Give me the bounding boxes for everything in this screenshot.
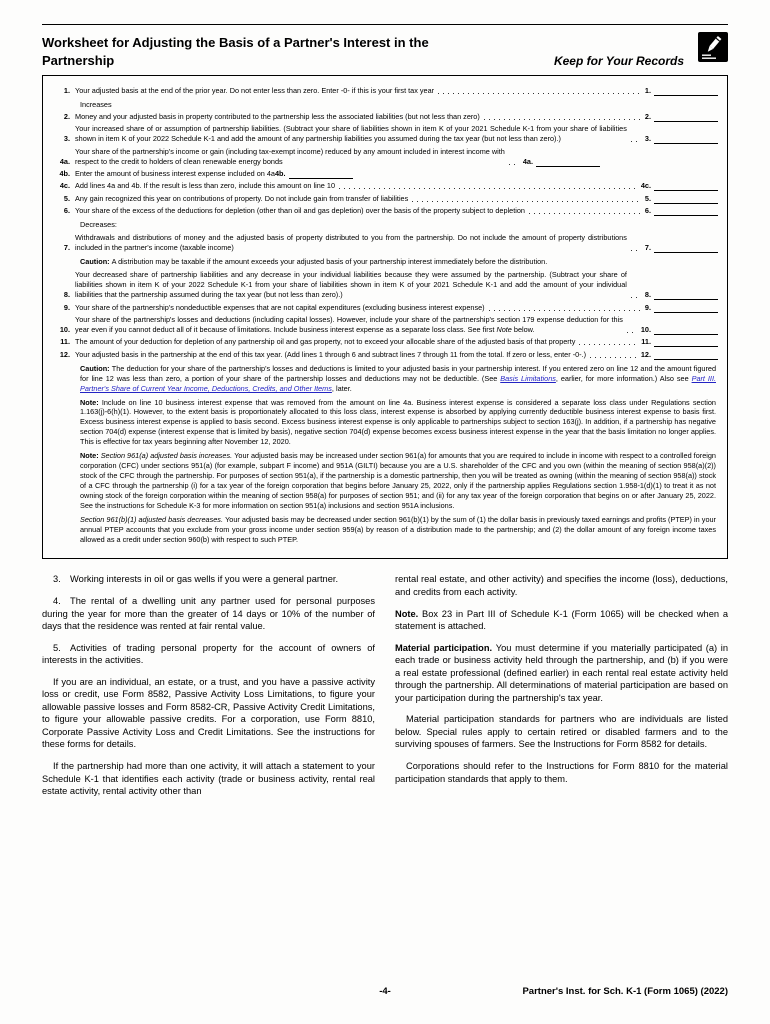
- text-segment: , later.: [331, 383, 352, 393]
- line-text: [75, 350, 586, 360]
- worksheet-note: [80, 257, 716, 267]
- text-segment: Note:: [80, 397, 102, 407]
- inline-link[interactable]: Basis Limitations: [500, 373, 556, 383]
- top-rule: [42, 24, 728, 25]
- line-text: [75, 147, 505, 167]
- text-segment: A distribution may be taxable if the amount exceeds your adjusted basis of your partnership interest immediately before the distribution.: [111, 256, 548, 266]
- dot-leader: [627, 332, 637, 333]
- text-segment: Your adjusted basis in the partnership at the end of this tax year. (Add lines 1 through 6 and subtract lines 7 through 11 from the total. If zero or less, enter -0-.): [75, 349, 587, 359]
- entry-label: 8.: [644, 290, 651, 300]
- text-segment: Material participation.: [395, 642, 496, 653]
- line-text: [75, 194, 408, 204]
- text-segment: Your increased share of or assumption of partnership liabilities. (Subtract your share of liabilities shown in item K of your 2021 Schedule K-1 from your share of liabilities shown in item K of your 2022 Schedule K-1 and add the amount of any partnership liabilities you assumed during the tax year (but not less than zero).): [75, 124, 627, 144]
- inline-link[interactable]: Part III. Partner's Share of Current Year Income, Deductions, Credits, and Other Items: [80, 373, 716, 393]
- text-segment: You must determine if you materially participated (a) in each trade or business activity held through the partnership, and (b) if you were a real estate professional (defined earlier) in each rental real estate activity held through the partnership. All determinations of material participation are based on your participation during the partnership's tax year.: [395, 642, 729, 703]
- worksheet-note: [80, 515, 716, 545]
- amount-field-11[interactable]: [654, 339, 718, 347]
- amount-field-9[interactable]: [654, 305, 718, 313]
- worksheet-line-9: [52, 303, 718, 313]
- paragraph: [395, 608, 728, 633]
- paragraph: [395, 642, 728, 705]
- text-segment: Box 23 in Part III of Schedule K-1 (Form 1065) will be checked when a statement is attached.: [395, 608, 728, 632]
- amount-field-6[interactable]: [654, 208, 718, 216]
- text-segment: Note:: [80, 451, 101, 461]
- dot-leader: [631, 250, 641, 251]
- text-segment: Your adjusted basis at the end of the prior year. Do not enter less than zero. Enter -0- if this is your first tax year: [75, 85, 435, 95]
- line-number: 4b.: [59, 169, 70, 179]
- line-text: [75, 303, 485, 313]
- paragraph: [42, 760, 375, 798]
- worksheet-line-5: [52, 194, 718, 204]
- worksheet-line-4b: [52, 169, 718, 179]
- line-number: 5.: [63, 193, 70, 203]
- document-title-footer: Partner's Inst. for Sch. K-1 (Form 1065) (2022): [522, 986, 728, 997]
- text-segment: rental real estate, and other activity) and specifies the income (loss), deductions, and credits from each activity.: [395, 574, 728, 598]
- text-segment: Material participation standards for partners who are individuals are listed below. Special rules apply to certain retired or disabled farmers and to the surviving spouses of farmers. See the Instructions for Form 8582 for details.: [395, 714, 728, 750]
- page-footer: [42, 986, 728, 1000]
- text-segment: The amount of your deduction for depletion of any partnership oil and gas property, not to exceed your allocable share of the adjusted basis of that property: [75, 337, 576, 347]
- entry-10: [641, 325, 718, 335]
- line-text: [75, 270, 627, 300]
- line-number: 1.: [63, 85, 70, 95]
- worksheet-line-8: [52, 270, 718, 300]
- dot-leader: [631, 141, 641, 142]
- text-segment: below.: [511, 325, 535, 335]
- worksheet-subheading: Decreases:: [80, 220, 117, 230]
- amount-field-10[interactable]: [654, 327, 718, 335]
- line-text: [75, 181, 335, 191]
- entry-8: [645, 290, 718, 300]
- paragraph: [42, 642, 375, 667]
- dot-leader: [631, 297, 641, 298]
- line-number: 8.: [63, 290, 70, 300]
- line-text: [75, 124, 627, 144]
- dot-leader: [339, 188, 637, 189]
- entry-6: [645, 206, 718, 216]
- line-number: 7.: [63, 242, 70, 252]
- entry-label: 12.: [640, 349, 651, 359]
- dot-leader: [484, 119, 641, 120]
- worksheet-note: [80, 451, 716, 511]
- text-segment: 3. Working interests in oil or gas wells if you were a general partner.: [53, 574, 339, 585]
- amount-field-8[interactable]: [654, 292, 718, 300]
- text-segment: Your share of the partnership's income or gain (including tax-exempt income) reduced by any amount included in interest income with respect to the credit to holders of clean renewable energy bonds: [75, 146, 505, 166]
- worksheet-line-1: [52, 86, 718, 96]
- entry-label: 11.: [641, 337, 651, 347]
- entry-12: [641, 350, 718, 360]
- paragraph: [42, 573, 375, 586]
- worksheet-rows: [52, 86, 718, 545]
- entry-label: 4b.: [274, 169, 286, 179]
- entry-7: [645, 243, 718, 253]
- worksheet-line-10: [52, 315, 718, 335]
- worksheet-title: Worksheet for Adjusting the Basis of a Partner's Interest in the Partnership: [42, 35, 429, 68]
- paragraph: [395, 573, 728, 598]
- line-number: 12.: [59, 349, 70, 359]
- dot-leader: [438, 93, 641, 94]
- line-number: 11.: [60, 337, 70, 347]
- text-segment: Any gain recognized this year on contributions of property. Do not include gain from transfer of liabilities: [75, 193, 409, 203]
- entry-label: 9.: [644, 302, 651, 312]
- entry-11: [641, 337, 718, 347]
- text-segment: If the partnership had more than one activity, it will attach a statement to your Schedule K-1 that identifies each activity (trade or business activity, rental real estate activity, rental activity other than: [42, 761, 375, 797]
- text-segment: Caution:: [80, 363, 112, 373]
- line-number: 4a.: [59, 156, 70, 166]
- body-col-left: [42, 573, 375, 806]
- dot-leader: [590, 357, 637, 358]
- dot-leader: [412, 201, 641, 202]
- worksheet-line-4c: [52, 181, 718, 191]
- worksheet-note: [80, 398, 716, 448]
- entry-1: [645, 86, 718, 96]
- instructions-text: [42, 573, 728, 806]
- line-number: 3.: [63, 134, 70, 144]
- line-text: [75, 233, 627, 253]
- text-segment: Your share of the excess of the deductions for depletion (other than oil and gas depletion) over the basis of the property subject to depletion: [75, 206, 525, 216]
- paragraph: [42, 595, 375, 633]
- entry-label: 1.: [644, 85, 651, 95]
- text-segment: If you are an individual, an estate, or a trust, and you have a passive activity loss or credit, use Form 8582, Passive Activity Loss Limitations, to figure your allowable passive losses and Form 8582-CR, Passive Activity Credit Limitations, to figure your allowable passive credits. For a corporation, use Form 8810, Corporate Passive Activity Loss and Credit Limitations. See the instructions for these forms for details.: [42, 676, 375, 750]
- line-number: 6.: [63, 206, 70, 216]
- basis-adjustment-worksheet: [42, 75, 728, 559]
- entry-9: [645, 303, 718, 313]
- line-text: [75, 337, 575, 347]
- entry-5: [645, 194, 718, 204]
- worksheet-line-12: [52, 350, 718, 360]
- text-segment: Note: [496, 325, 512, 335]
- text-segment: Section 961(a) adjusted basis increases.: [100, 451, 235, 461]
- line-number: 9.: [63, 302, 70, 312]
- amount-field-4b[interactable]: [289, 171, 353, 179]
- worksheet-note: [80, 364, 716, 394]
- amount-field-5[interactable]: [654, 196, 718, 204]
- worksheet-header: [42, 34, 728, 69]
- worksheet-subheading: Increases: [80, 99, 112, 109]
- text-segment: Your share of the partnership's losses and deductions (including capital losses). However, include your share of the partnership's section 179 expense deduction for this year even if you cannot deduct all of it because of limitations. Include business interest expense as a separate loss class. See first: [75, 315, 623, 335]
- entry-2: [645, 112, 718, 122]
- amount-field-1[interactable]: [654, 88, 718, 96]
- entry-label: 4a.: [522, 156, 533, 166]
- worksheet-line-11: [52, 337, 718, 347]
- amount-field-3[interactable]: [654, 136, 718, 144]
- entry-label: 6.: [644, 206, 651, 216]
- text-segment: 5. Activities of trading personal property for the account of owners of interests in the activities.: [42, 642, 375, 666]
- line-text: [75, 169, 275, 179]
- entry-label: 7.: [644, 242, 651, 252]
- amount-field-7[interactable]: [654, 245, 718, 253]
- page-number: -4-: [379, 986, 391, 997]
- worksheet-line-2: [52, 112, 718, 122]
- text-segment: Your adjusted basis may be increased under section 961(a) for amounts that you are required to include in income with respect to a controlled foreign corporation (CFC) under sections 951(a) (for example, subpart F income) and 951A (GILTI) because you are a U.S. shareholder of the CFC and you own (within the meaning of section 958(a)(2)) stock of the CFC through the partnership. For purposes of section 951(a), if the partnership is a domestic partnership, then you will be treated as owning (within the meaning of section 958(a)) stock of a CFC through the partnership (i) for a tax year of the foreign corporation that begins before January 25, 2022, only if the partnership applies Regulations section 1.958-1(d)(1) to treat it as not owning stock of the foreign corporation within the meaning of section 958(a) for purposes of section 951; and (ii) for any tax year of the foreign corporation that begins on or after January 25, 2022. See the instructions for Schedule K-3 for more information on section 951(a) inclusions and section 951A inclusions.: [80, 451, 716, 510]
- entry-4a: [523, 157, 600, 167]
- entry-label: 2.: [644, 111, 651, 121]
- dot-leader: [529, 213, 641, 214]
- text-segment: Add lines 4a and 4b. If the result is less than zero, include this amount on line 10: [75, 181, 336, 191]
- text-segment: Include on line 10 business interest expense that was removed from the amount on line 4a. Business interest expense is considered a separate loss class under Regulations section 1.163(j)-6(h)(1). However, to the extent basis is proportionately allocated to this loss class, interest expense is absorbed by applying currently deductible business interest expense to basis first. Excess business interest expense is applied to basis second. Excess business interest expense is only applicable to partnerships subject to section 163(j). In addition, if a partnership has negative section 704(d) expense (interest expense that is limited by basis), negative section 704(d) expense becomes excess business interest expense in the year that the basis limitation no longer applies. This is effective for tax years beginning after November 12, 2020.: [80, 397, 716, 447]
- text-segment: Your adjusted basis may be decreased under section 961(b)(1) by the sum of (1) the dollar basis in previously taxed earnings and profits (PTEP) in your annual PTEP accounts that you exclude from your gross income under section 959(a) by reason of a distribution made to the partnership; and (2) the dollar amount of any foreign income taxes allowed as a credit under section 960(b) with respect to such PTEP.: [80, 514, 716, 544]
- entry-3: [645, 134, 718, 144]
- paragraph: [395, 713, 728, 751]
- line-number: 10.: [59, 325, 70, 335]
- text-segment: Corporations should refer to the Instructions for Form 8810 for the material participation standards that apply to them.: [395, 761, 728, 784]
- entry-label: 3.: [644, 134, 651, 144]
- text-segment: Your share of the partnership's nondeductible expenses that are not capital expenditures (excluding business interest expense): [75, 302, 485, 312]
- text-segment: Note.: [395, 608, 423, 619]
- text-segment: , earlier, for more information.) Also see: [555, 373, 692, 383]
- entry-label: 5.: [644, 193, 651, 203]
- paragraph: [42, 676, 375, 751]
- dot-leader: [579, 344, 637, 345]
- line-text: [75, 206, 525, 216]
- pencil-icon: [698, 32, 728, 67]
- entry-label: 10.: [640, 325, 651, 335]
- line-number: 4c.: [59, 181, 70, 191]
- text-segment: Section 961(b)(1) adjusted basis decreases.: [80, 514, 226, 524]
- worksheet-line-3: [52, 124, 718, 144]
- paragraph: [395, 760, 728, 785]
- worksheet-line-6: [52, 206, 718, 216]
- text-segment: Enter the amount of business interest expense included on 4a: [75, 169, 275, 179]
- text-segment: Money and your adjusted basis in property contributed to the partnership less the associated liabilities (but not less than zero): [75, 111, 480, 121]
- text-segment: The deduction for your share of the partnership's losses and deductions is limited to your adjusted basis in your partnership interest. If you entered zero on line 12 and the amount figured for line 12 was less than zero, a portion of your share of the partnership losses and deductions may not be deductible. (See: [80, 363, 716, 383]
- amount-field-4c[interactable]: [654, 183, 718, 191]
- entry-label: 4c.: [640, 181, 651, 191]
- body-col-right: [395, 573, 728, 806]
- text-segment: 4. The rental of a dwelling unit any partner used for personal purposes during the year for more than the greater of 14 days or 10% of the number of days that the residence was rented at fair rental value.: [42, 596, 375, 632]
- text-segment: Caution:: [80, 256, 112, 266]
- dot-leader: [489, 310, 641, 311]
- line-text: [75, 86, 434, 96]
- line-text: [75, 112, 480, 122]
- text-segment: Your decreased share of partnership liabilities and any decrease in your individual liabilities because they were assumed by the partnership. (Subtract your share of liabilities shown in item K of your 2022 Schedule K-1 from your share of liabilities shown in item K of your 2021 Schedule K-1 and add the amount of your individual liabilities that the partnership assumed during the tax year (but not less than zero).): [75, 270, 627, 300]
- worksheet-line-7: [52, 233, 718, 253]
- keep-for-records-label: Keep for Your Records: [553, 54, 684, 69]
- line-number: 2.: [63, 111, 70, 121]
- dot-leader: [509, 164, 519, 165]
- amount-field-2[interactable]: [654, 114, 718, 122]
- text-segment: Withdrawals and distributions of money and the adjusted basis of property distributed to you from the partnership. Do not include the amount of property distributions included in the partner's income (taxable income): [75, 232, 627, 252]
- amount-field-4a[interactable]: [536, 159, 600, 167]
- amount-field-12[interactable]: [654, 352, 718, 360]
- worksheet-line-4a: [52, 147, 718, 167]
- line-text: [75, 315, 623, 335]
- entry-4c: [641, 181, 718, 191]
- entry-4b: [275, 169, 353, 179]
